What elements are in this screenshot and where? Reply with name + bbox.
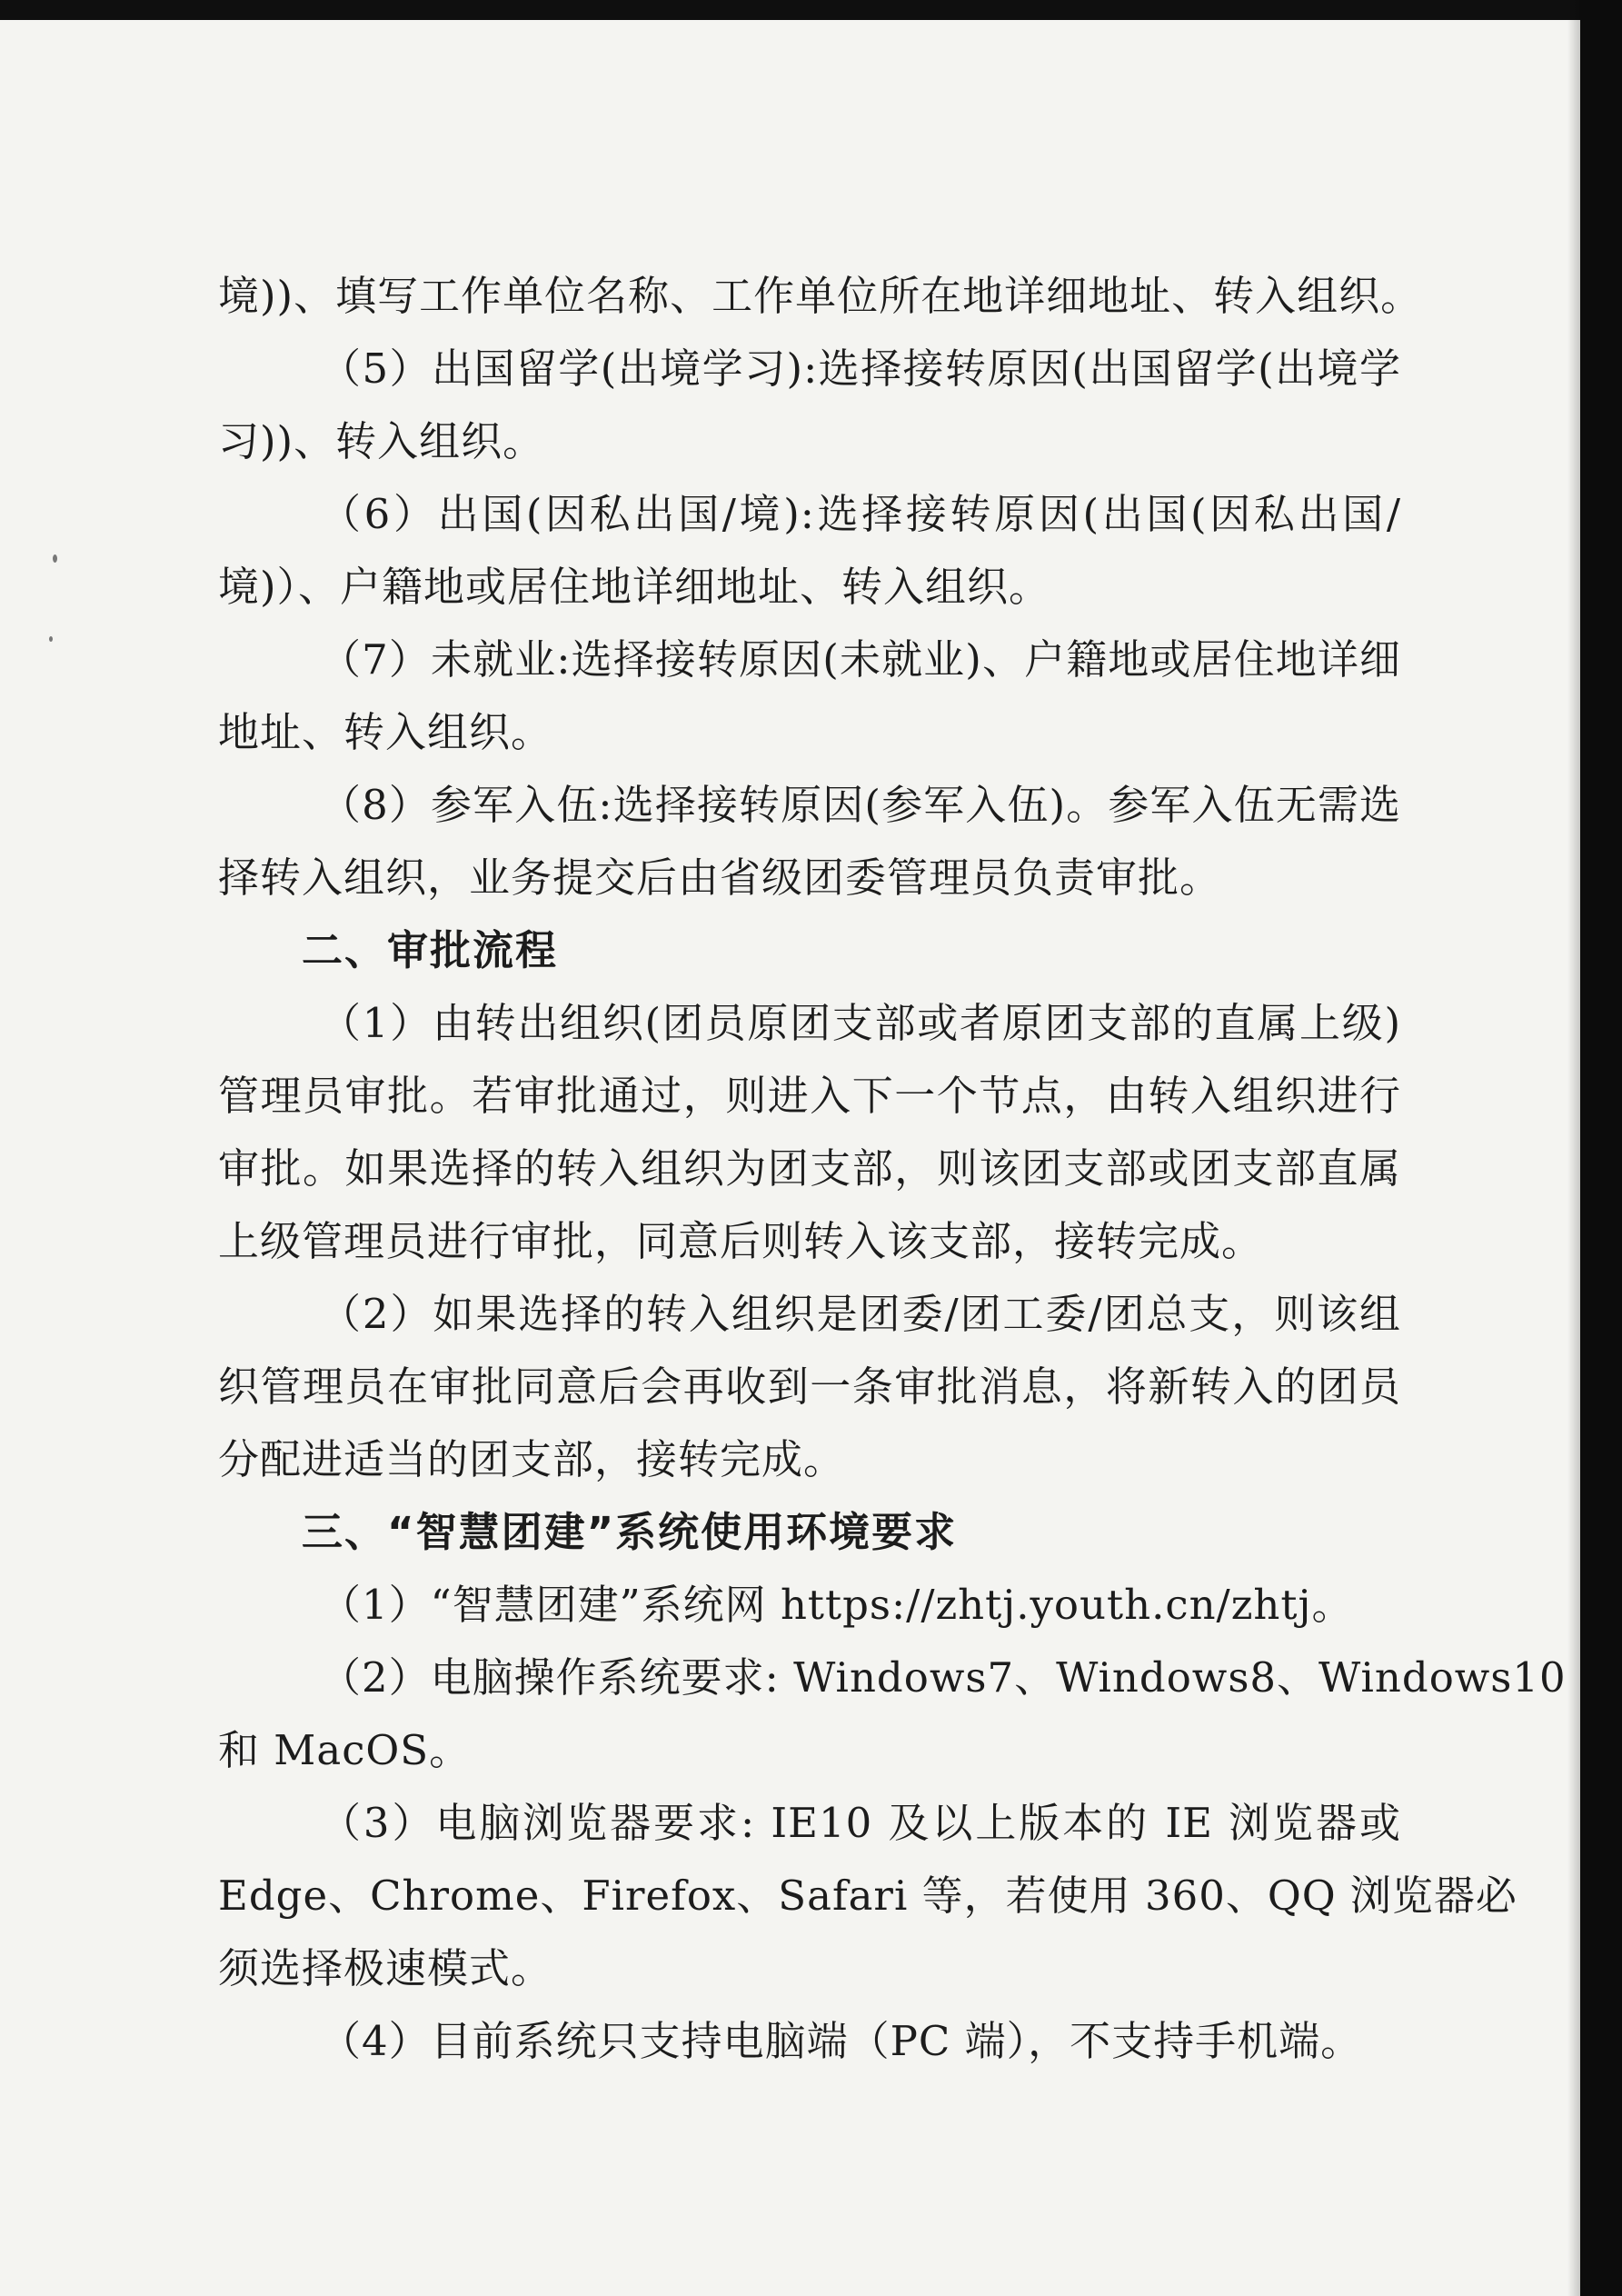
text-line: 上级管理员进行审批，同意后则转入该支部，接转完成。	[218, 1217, 1264, 1265]
paragraph	[218, 478, 1401, 624]
text-line: （8）参军入伍:选择接转原因(参军入伍)。参军入伍无需选	[320, 781, 1401, 829]
text-line: （5）出国留学(出境学习):选择接转原因(出国留学(出境学	[320, 344, 1401, 393]
text-line: 管理员审批。若审批通过，则进入下一个节点，由转入组织进行	[218, 1072, 1401, 1120]
text-line: 须选择极速模式。	[218, 1944, 553, 1992]
text-line: （3）电脑浏览器要求: IE10 及以上版本的 IE 浏览器或	[320, 1799, 1401, 1847]
text-line: Edge、Chrome、Firefox、Safari 等，若使用 360、QQ 浏览器必	[218, 1872, 1518, 1920]
text-line: 境)）、户籍地或居住地详细地址、转入组织。	[218, 563, 1051, 611]
paragraph	[218, 1787, 1518, 2005]
scan-right-border	[1580, 0, 1622, 2296]
paragraph	[218, 624, 1401, 769]
scan-speck	[49, 636, 53, 642]
text-line: 审批。如果选择的转入组织为团支部，则该团支部或团支部直属	[218, 1144, 1401, 1193]
text-line: 择转入组织，业务提交后由省级团委管理员负责审批。	[218, 854, 1222, 902]
section-heading-system-requirements: 三、“智慧团建”系统使用环境要求	[302, 1508, 958, 1556]
text-line: 习))、转入组织。	[218, 417, 545, 465]
text-line: （6）出国(因私出国/境):选择接转原因(出国(因私出国/	[320, 490, 1401, 538]
text-line: 和 MacOS。	[218, 1726, 472, 1774]
scan-page-edge-shadow	[1567, 0, 1580, 2296]
paragraph	[218, 2005, 1401, 2078]
text-line: （7）未就业:选择接转原因(未就业)、户籍地或居住地详细	[320, 635, 1401, 684]
document-body	[218, 260, 1567, 2078]
paragraph	[218, 333, 1401, 478]
text-line: 地址、转入组织。	[218, 708, 553, 756]
text-line: （1）“智慧团建”系统网 https://zhtj.youth.cn/zhtj。	[320, 1581, 1354, 1629]
scan-top-border	[0, 0, 1622, 20]
paragraph	[218, 1642, 1567, 1787]
text-line: （4）目前系统只支持电脑端（PC 端），不支持手机端。	[320, 2017, 1363, 2065]
paragraph	[218, 987, 1401, 1278]
text-line: 分配进适当的团支部，接转完成。	[218, 1435, 846, 1483]
paragraph	[218, 1278, 1401, 1496]
text-line: 织管理员在审批同意后会再收到一条审批消息，将新转入的团员	[218, 1363, 1401, 1411]
section-heading-approval-process: 二、审批流程	[302, 926, 559, 974]
scan-speck	[53, 554, 57, 563]
paragraph	[218, 1569, 1401, 1642]
paragraph	[218, 769, 1401, 914]
text-line: （2）如果选择的转入组织是团委/团工委/团总支，则该组	[320, 1290, 1401, 1338]
text-line: （1）由转出组织(团员原团支部或者原团支部的直属上级)	[320, 999, 1401, 1047]
text-line: 境))、填写工作单位名称、工作单位所在地详细地址、转入组织。	[218, 272, 1423, 320]
paragraph	[218, 260, 1423, 333]
text-line: （2）电脑操作系统要求: Windows7、Windows8、Windows10	[320, 1653, 1567, 1702]
